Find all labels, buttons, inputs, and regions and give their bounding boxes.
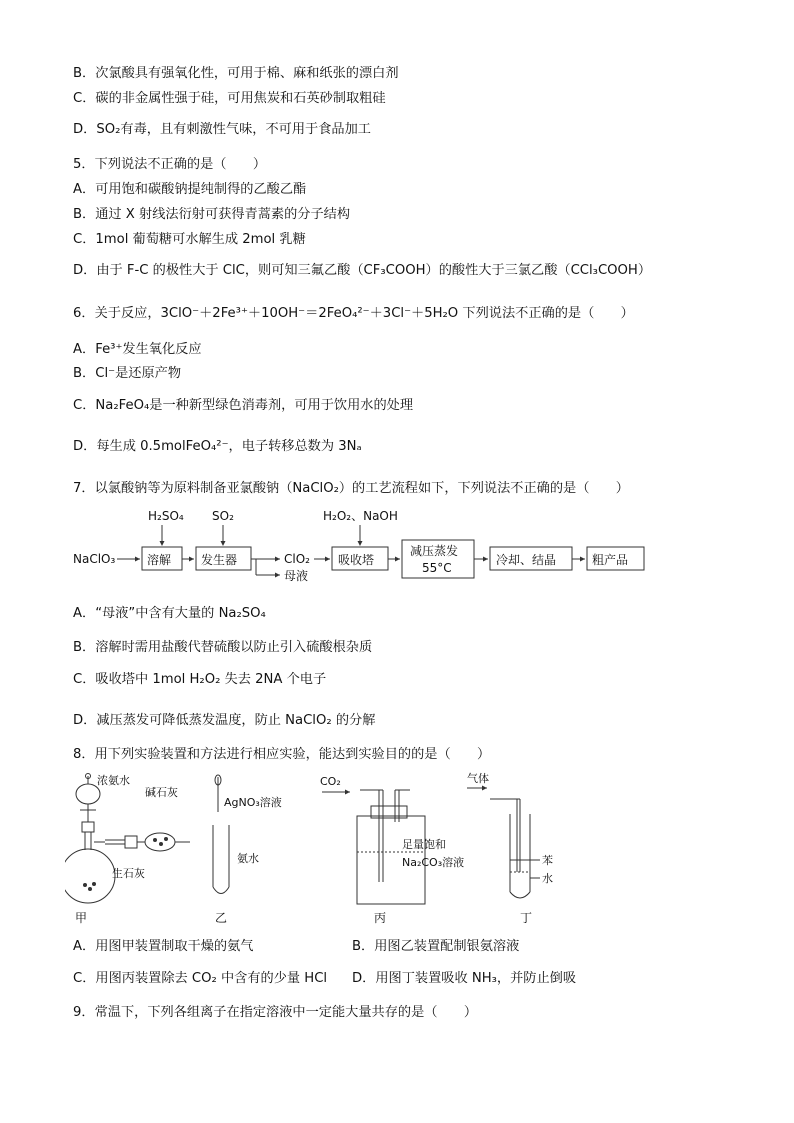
q4-option-c: C．碳的非金属性强于硅，可用焦炭和石英砂制取粗硅 [73, 91, 386, 106]
q9-stem: 9．常温下，下列各组离子在指定溶液中一定能大量共存的是（ ） [73, 1005, 478, 1020]
flow-byproduct-label: 母液 [284, 569, 309, 583]
apparatus-ding [490, 799, 540, 898]
q7-option-d: D．减压蒸发可降低蒸发温度，防止 NaClO₂ 的分解 [73, 713, 376, 728]
ding-label-water: 水 [542, 872, 553, 885]
flow-box3-label: 吸收塔 [338, 553, 375, 567]
flow-clo2-label: ClO₂ [284, 552, 310, 566]
q8-option-c: C．用图丙装置除去 CO₂ 中含有的少量 HCl [73, 971, 328, 986]
q5-option-c: C．1mol 葡萄糖可水解生成 2mol 乳糖 [73, 232, 306, 247]
q7-option-b: B．溶解时需用盐酸代替硫酸以防止引入硫酸根杂质 [73, 640, 373, 655]
caption-jia: 甲 [75, 911, 88, 925]
jia-label-soda-lime: 碱石灰 [145, 786, 178, 799]
ding-label-gas: 气体 [467, 772, 489, 785]
flow-box4-line2: 55°C [422, 561, 452, 575]
bing-label-solution: Na₂CO₃溶液 [402, 856, 465, 869]
q8-option-b: B．用图乙装置配制银氨溶液 [352, 939, 520, 954]
yi-label-agno3: AgNO₃溶液 [224, 796, 282, 809]
q6-option-a: A．Fe³⁺发生氧化反应 [73, 342, 202, 357]
flow-box2-label: 发生器 [201, 553, 238, 567]
q6-option-c: C．Na₂FeO₄是一种新型绿色消毒剂，可用于饮用水的处理 [73, 398, 414, 413]
q8-apparatus-figures [65, 772, 585, 927]
q7-process-flow-diagram [70, 505, 660, 593]
jia-label-quicklime: 生石灰 [112, 867, 145, 880]
q8-stem: 8．用下列实验装置和方法进行相应实验，能达到实验目的的是（ ） [73, 747, 491, 762]
caption-ding: 丁 [520, 911, 533, 925]
caption-yi: 乙 [215, 911, 228, 925]
caption-bing: 丙 [374, 911, 387, 925]
bing-label-saturated: 足量饱和 [402, 838, 446, 851]
q6-option-b: B．Cl⁻是还原产物 [73, 366, 182, 381]
flow-box5-label: 冷却、结晶 [496, 553, 557, 567]
flow-start-label: NaClO₃ [73, 552, 116, 566]
q7-option-c: C．吸收塔中 1mol H₂O₂ 失去 2NA 个电子 [73, 672, 327, 687]
q4-option-b: B．次氯酸具有强氧化性，可用于棉、麻和纸张的漂白剂 [73, 66, 399, 81]
q5-option-a: A．可用饱和碳酸钠提纯制得的乙酸乙酯 [73, 182, 307, 197]
q5-stem: 5．下列说法不正确的是（ ） [73, 157, 267, 172]
flow-reagent-h2o2-naoh: H₂O₂、NaOH [323, 509, 398, 523]
q7-stem: 7．以氯酸钠等为原料制备亚氯酸钠（NaClO₂）的工艺流程如下，下列说法不正确的是（ ） [73, 481, 629, 496]
q4-option-d: D．SO₂有毒，且有刺激性气味，不可用于食品加工 [73, 122, 371, 137]
q8-option-d: D．用图丁装置吸收 NH₃，并防止倒吸 [352, 971, 577, 986]
ding-label-benzene: 苯 [542, 854, 553, 867]
flow-box4-line1: 减压蒸发 [410, 544, 459, 558]
q8-option-a: A．用图甲装置制取干燥的氨气 [73, 939, 254, 954]
q6-stem: 6．关于反应，3ClO⁻＋2Fe³⁺＋10OH⁻＝2FeO₄²⁻＋3Cl⁻＋5H₂O 下列说法不正确的是（ ） [73, 306, 634, 321]
q5-option-d: D．由于 F-C 的极性大于 ClC，则可知三氟乙酸（CF₃COOH）的酸性大于三氯乙酸（CCl₃COOH） [73, 263, 652, 278]
flow-reagent-so2: SO₂ [212, 509, 234, 523]
flow-reagent-h2so4: H₂SO₄ [148, 509, 184, 523]
flow-box1-label: 溶解 [147, 553, 172, 567]
q7-option-a: A．“母液”中含有大量的 Na₂SO₄ [73, 606, 266, 621]
flow-box6-label: 粗产品 [592, 553, 629, 567]
q6-option-d: D．每生成 0.5molFeO₄²⁻，电子转移总数为 3Nₐ [73, 439, 362, 454]
jia-label-ammonia: 浓氨水 [97, 774, 130, 787]
apparatus-yi [213, 775, 229, 894]
q5-option-b: B．通过 X 射线法衍射可获得青蒿素的分子结构 [73, 207, 351, 222]
yi-label-ammonia-water: 氨水 [237, 852, 259, 865]
bing-label-gas: CO₂ [320, 775, 341, 788]
